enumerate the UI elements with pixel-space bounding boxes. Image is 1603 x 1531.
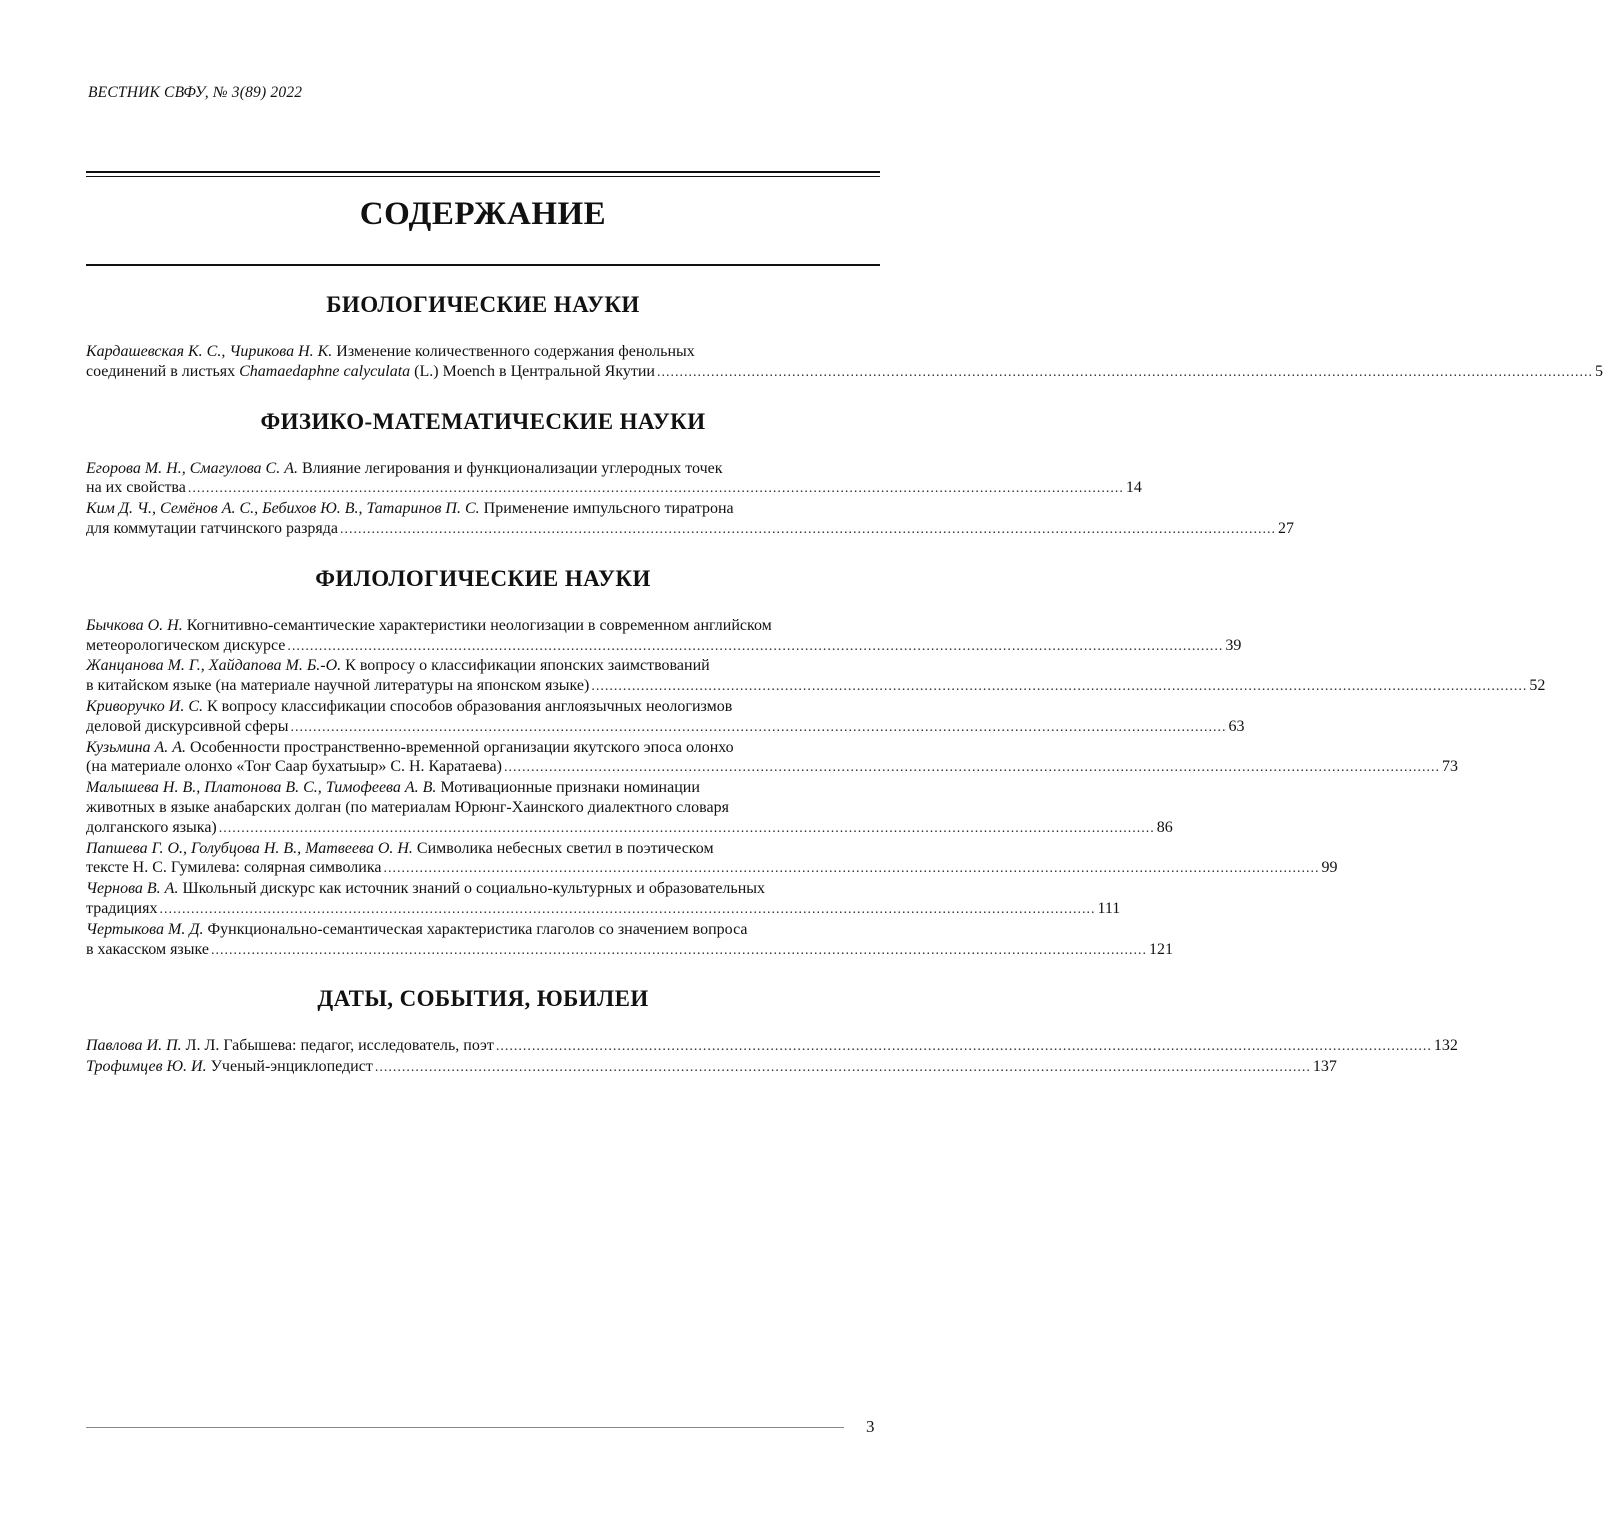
entry-authors: Малышева Н. В., Платонова В. С., Тимофеева А. В.	[86, 779, 437, 797]
entry-authors: Трофимцев Ю. И.	[86, 1058, 207, 1076]
entry-title: Применение импульсного тиратрона	[483, 500, 734, 518]
entry-page: 52	[1529, 677, 1546, 695]
entry-page: 14	[1125, 479, 1142, 497]
entry-title-end	[86, 1036, 494, 1056]
section-title: БИОЛОГИЧЕСКИЕ НАУКИ	[326, 292, 640, 317]
entry-authors: Папшева Г. О., Голубцова Н. В., Матвеева О. Н.	[86, 839, 413, 857]
entry-title: Школьный дискурс как источник знаний о социально-культурных и образовательных	[182, 880, 766, 898]
entry-line	[86, 656, 880, 676]
entry-title-end: метеорологическом дискурсе	[86, 636, 286, 654]
entry-page: 121	[1148, 940, 1173, 958]
section-entries	[86, 1036, 1458, 1078]
leader-dots: ................................................................................................................................................................................................................	[503, 760, 1440, 776]
entry-title-end: в хакасском языке	[86, 940, 209, 958]
entry-authors: Криворучко И. С.	[86, 697, 203, 715]
entry-title: К вопросу классификации способов образования англоязычных неологизмов	[206, 697, 733, 715]
entry-authors: Ким Д. Ч., Семёнов А. С., Бебихов Ю. В., Татаринов П. С.	[86, 500, 480, 518]
entry-page: 132	[1433, 1037, 1458, 1055]
entry-page: 137	[1312, 1058, 1337, 1076]
leader-dots: ................................................................................................................................................................................................................	[159, 901, 1096, 917]
header-double-rule	[86, 171, 880, 177]
entry-authors: Чертыкова М. Д.	[86, 920, 204, 938]
entry-line	[86, 879, 880, 899]
entry-title: Ученый-энциклопедист	[210, 1058, 373, 1076]
entry-last-line	[86, 899, 1121, 920]
entry-title: Изменение количественного содержания фенольных	[336, 343, 695, 360]
leader-dots: ................................................................................................................................................................................................................	[290, 719, 1227, 735]
entry-last-line	[86, 636, 1242, 657]
leader-dots: ................................................................................................................................................................................................................	[340, 521, 1277, 537]
section-entries	[86, 342, 1603, 383]
entry-title: Функционально-семантическая характеристика глаголов со значением вопроса	[207, 920, 748, 938]
entry-line	[86, 697, 880, 717]
entry-title: Влияние легирования и функционализации углеродных точек	[301, 459, 723, 477]
entry-last-line	[86, 478, 1142, 499]
entry-title-end: деловой дискурсивной сферы	[86, 717, 289, 735]
toc-entry[interactable]	[86, 342, 1603, 383]
entry-page: 63	[1228, 717, 1245, 735]
entry-page: 73	[1441, 758, 1458, 776]
toc-entry[interactable]	[86, 738, 1458, 779]
leader-dots: ................................................................................................................................................................................................................	[591, 679, 1528, 695]
footer-rule	[86, 1427, 844, 1428]
entry-line	[86, 920, 880, 940]
running-head: ВЕСТНИК СВФУ, № 3(89) 2022	[88, 84, 303, 101]
entry-title-end: в китайском языке (на материале научной литературы на японском языке)	[86, 677, 590, 695]
entry-title-end: тексте Н. С. Гумилева: солярная символика	[86, 859, 382, 877]
entry-last-line	[86, 757, 1458, 778]
toc-entry[interactable]	[86, 839, 1338, 880]
entry-last-line	[86, 1057, 1337, 1078]
entry-title-end: (на материале олонхо «Тоҥ Саар бухатыыр» С. Н. Каратаева)	[86, 758, 502, 776]
toc-entry[interactable]	[86, 616, 1242, 657]
entry-title: Л. Л. Габышева: педагог, исследователь, поэт	[185, 1037, 494, 1055]
section-entries	[86, 616, 1546, 961]
leader-dots: ................................................................................................................................................................................................................	[383, 861, 1320, 877]
entry-page: 111	[1097, 899, 1121, 917]
toc-entry[interactable]	[86, 656, 1546, 697]
toc-entry[interactable]	[86, 1057, 1337, 1078]
entry-authors: Егорова М. Н., Смагулова С. А.	[86, 459, 298, 477]
entry-last-line	[86, 818, 1173, 839]
leader-dots: ................................................................................................................................................................................................................	[374, 1060, 1311, 1076]
entry-line-2: животных в языке анабарских долган (по материалам Юрюнг-Хаинского диалектного словаря	[86, 798, 729, 816]
toc-entry[interactable]	[86, 1036, 1458, 1057]
toc-entry[interactable]	[86, 920, 1173, 961]
page-title: СОДЕРЖАНИЕ	[359, 196, 607, 232]
section-title: ФИЛОЛОГИЧЕСКИЕ НАУКИ	[315, 565, 651, 591]
page-number: 3	[866, 1417, 875, 1436]
section-title: ДАТЫ, СОБЫТИЯ, ЮБИЛЕИ	[317, 986, 649, 1012]
entry-last-line	[86, 676, 1546, 697]
entry-title-end: на их свойства	[86, 479, 186, 497]
toc-entry[interactable]	[86, 499, 1295, 540]
entry-title-end: для коммутации гатчинского разряда	[86, 519, 339, 537]
entry-line	[86, 616, 880, 636]
entry-line	[86, 499, 880, 519]
entry-last-line	[86, 858, 1338, 879]
leader-dots: ................................................................................................................................................................................................................	[287, 638, 1224, 654]
table-of-contents	[86, 288, 1603, 1100]
entry-title-end: соединений в листьях Chamaedaphne calyculata (L.) Moench в Центральной Якутии	[86, 362, 655, 380]
entry-title-end: долганского языка)	[86, 818, 217, 836]
entry-authors: Павлова И. П.	[86, 1037, 182, 1055]
leader-dots: ................................................................................................................................................................................................................	[210, 942, 1147, 958]
entry-title: Символика небесных светил в поэтическом	[416, 839, 714, 857]
section-entries	[86, 459, 1295, 540]
title-rule	[86, 264, 880, 266]
entry-title-end	[86, 1057, 373, 1077]
leader-dots: ................................................................................................................................................................................................................	[187, 481, 1124, 497]
entry-title: Особенности пространственно-временной организации якутского эпоса олонхо	[190, 738, 734, 756]
toc-entry[interactable]	[86, 459, 1142, 500]
leader-dots: ................................................................................................................................................................................................................	[495, 1039, 1432, 1055]
entry-line	[86, 839, 880, 859]
entry-last-line	[86, 1036, 1458, 1057]
entry-authors: Кузьмина А. А.	[86, 738, 187, 756]
toc-entry[interactable]	[86, 778, 1173, 838]
entry-authors: Жанцанова М. Г., Хайдапова М. Б.-О.	[86, 657, 342, 675]
entry-title-end: традициях	[86, 899, 158, 917]
entry-page: 86	[1156, 818, 1173, 836]
entry-line	[86, 778, 880, 798]
entry-last-line	[86, 519, 1295, 540]
leader-dots: ................................................................................................................................................................................................................	[218, 820, 1155, 836]
entry-authors: Бычкова О. Н.	[86, 616, 183, 634]
leader-dots: ................................................................................................................................................................................................................	[656, 364, 1593, 380]
entry-title: Когнитивно-семантические характеристики неологизации в современном английском	[186, 616, 772, 634]
entry-last-line	[86, 940, 1173, 961]
entry-title: Мотивационные признаки номинации	[440, 779, 700, 797]
entry-line	[86, 459, 880, 479]
entry-line	[86, 738, 880, 758]
section-title: ФИЗИКО-МАТЕМАТИЧЕСКИЕ НАУКИ	[260, 408, 706, 434]
entry-page: 39	[1225, 636, 1242, 654]
entry-page: 5	[1594, 362, 1603, 380]
entry-line	[86, 342, 880, 362]
entry-authors: Чернова В. А.	[86, 880, 179, 898]
toc-entry[interactable]	[86, 879, 1121, 920]
entry-last-line	[86, 362, 1603, 383]
entry-page: 99	[1321, 859, 1338, 877]
entry-last-line	[86, 717, 1245, 738]
toc-entry[interactable]	[86, 697, 1245, 738]
entry-title: К вопросу о классификации японских заимствований	[345, 657, 710, 675]
entry-page: 27	[1278, 519, 1295, 537]
entry-authors: Кардашевская К. С., Чирикова Н. К.	[86, 343, 333, 360]
